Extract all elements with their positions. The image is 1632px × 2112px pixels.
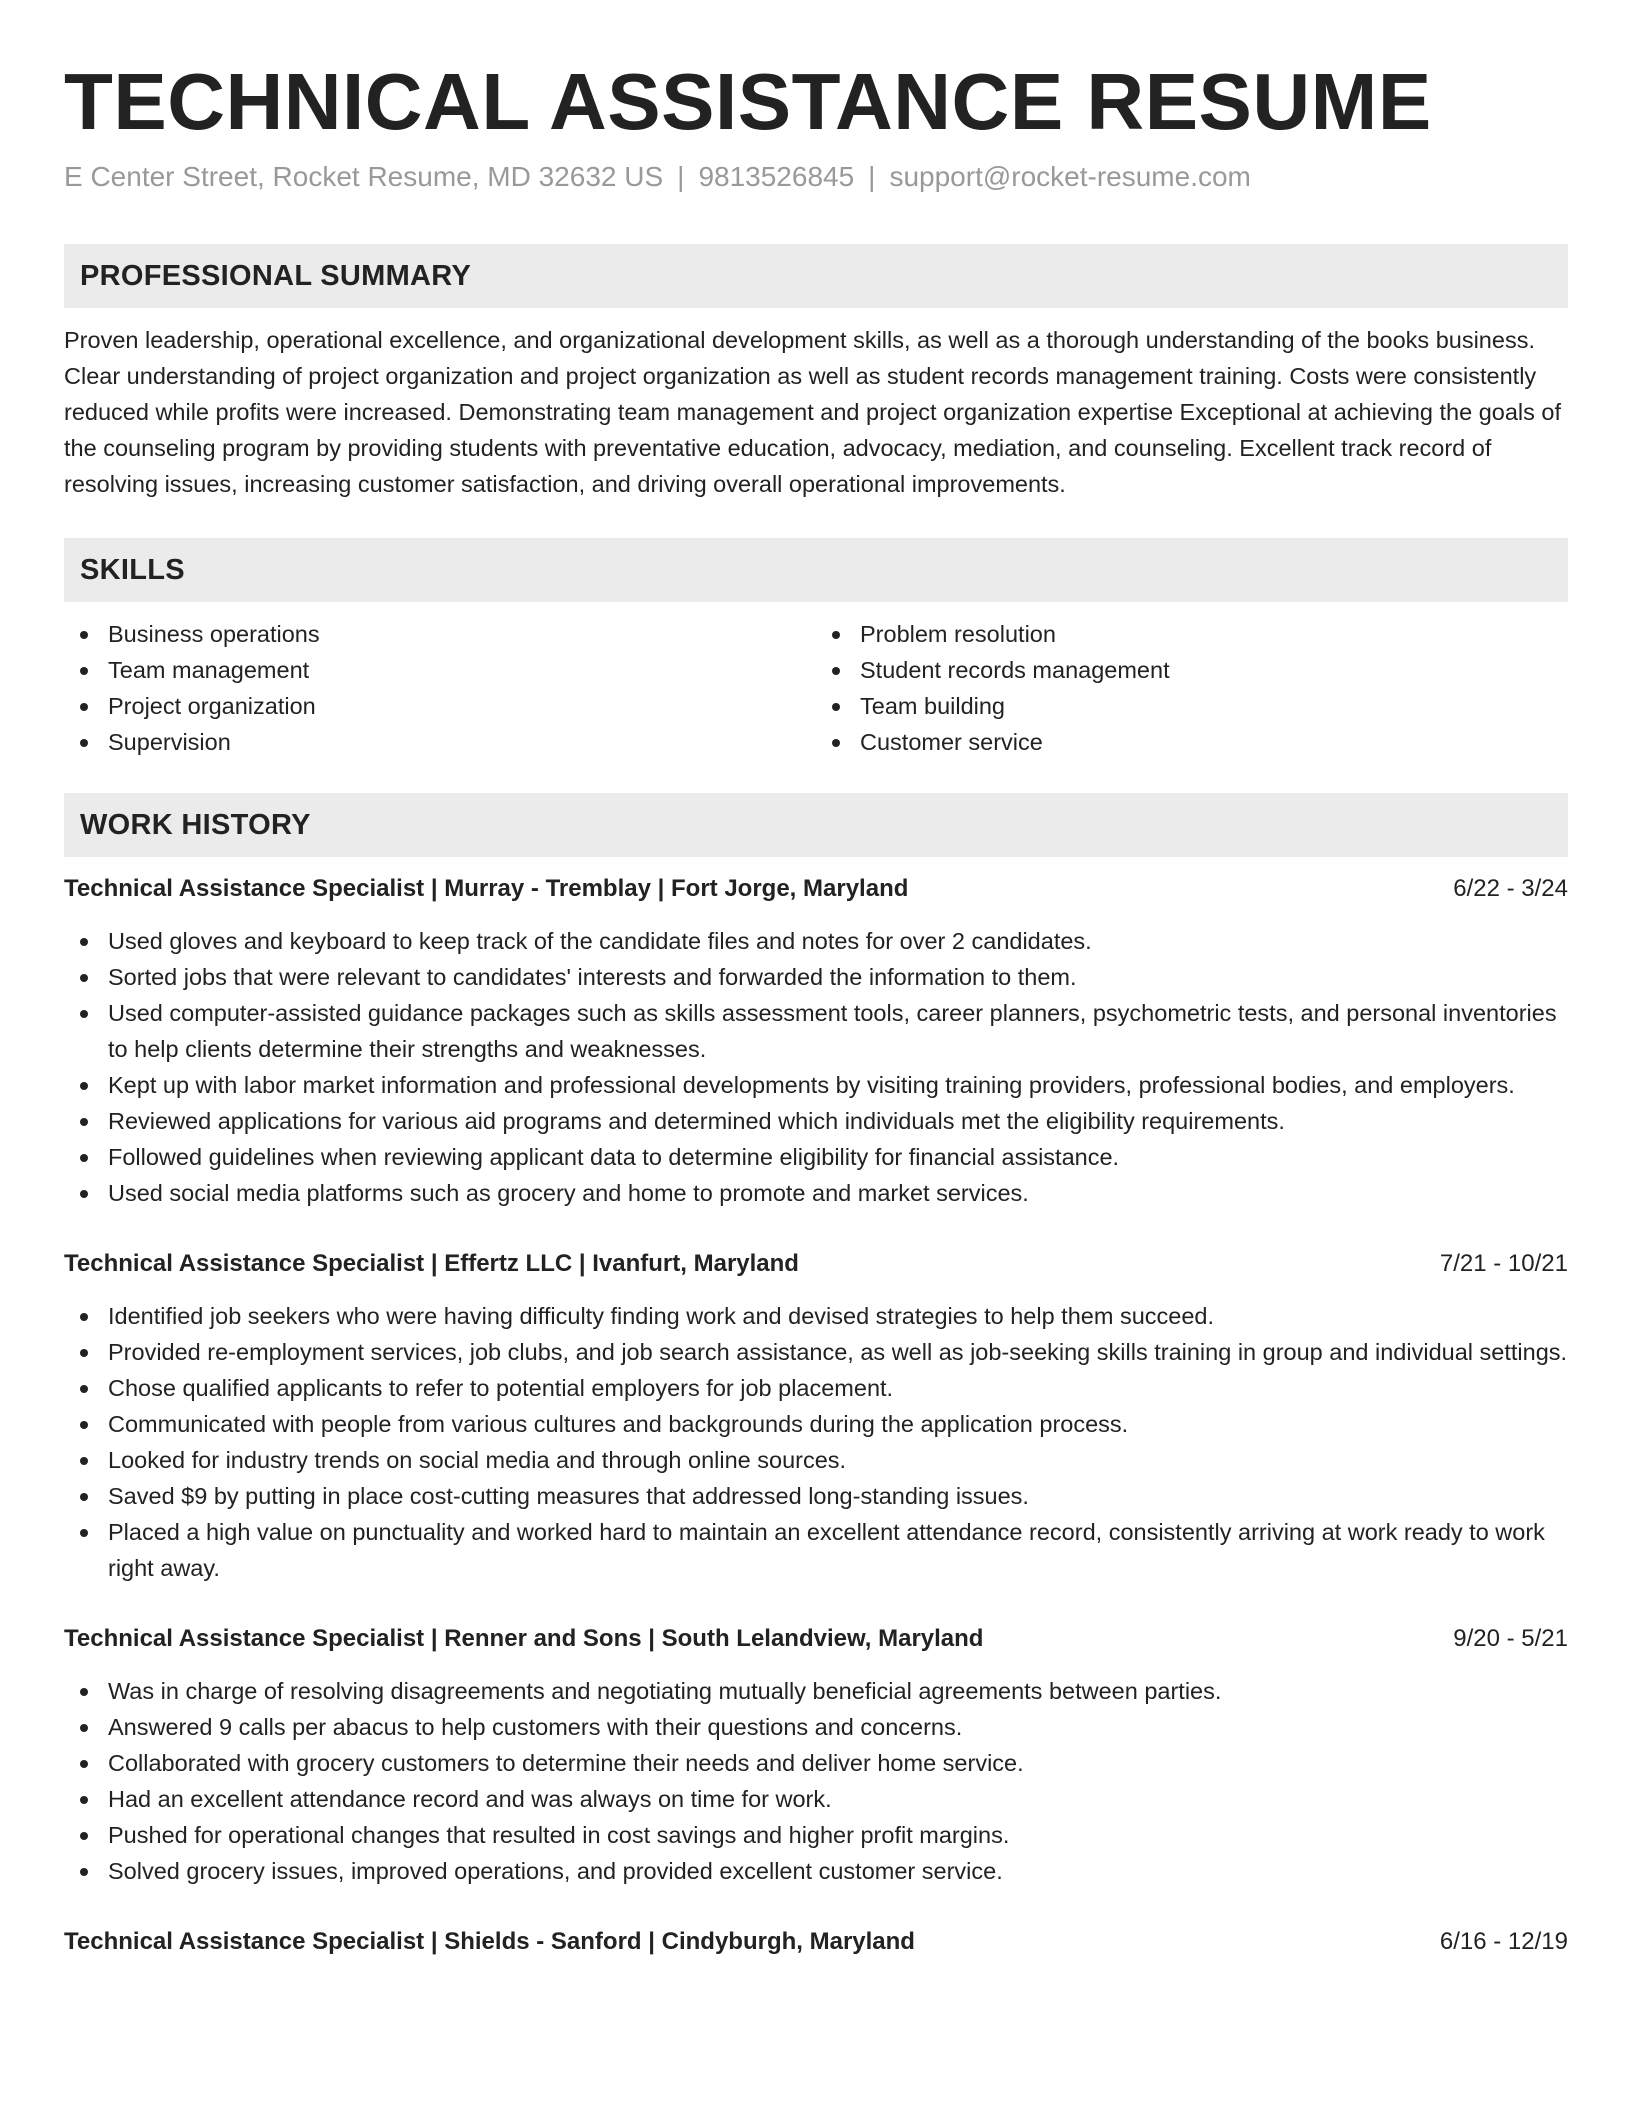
job-bullet: Used computer-assisted guidance packages such as skills assessment tools, career planners, psychometric tests, and personal inventories to help clients determine their strengths and weaknesses. bbox=[64, 995, 1568, 1067]
skill-item: Customer service bbox=[816, 724, 1568, 760]
skills-grid bbox=[64, 616, 1568, 760]
job-bullet: Identified job seekers who were having difficulty finding work and devised strategies to help them succeed. bbox=[64, 1298, 1568, 1334]
job-title: Technical Assistance Specialist | Effertz LLC | Ivanfurt, Maryland bbox=[64, 1250, 799, 1277]
section-header-work-history: WORK HISTORY bbox=[64, 793, 1568, 857]
job-bullet: Used gloves and keyboard to keep track of the candidate files and notes for over 2 candidates. bbox=[64, 923, 1568, 959]
job-header bbox=[64, 1621, 1568, 1657]
job-bullets bbox=[64, 1298, 1568, 1586]
section-header-skills: SKILLS bbox=[64, 538, 1568, 602]
skill-item: Problem resolution bbox=[816, 616, 1568, 652]
job-bullet: Used social media platforms such as grocery and home to promote and market services. bbox=[64, 1175, 1568, 1211]
job-dates: 6/22 - 3/24 bbox=[1453, 875, 1568, 902]
job-dates: 9/20 - 5/21 bbox=[1453, 1625, 1568, 1652]
job-bullet: Was in charge of resolving disagreements and negotiating mutually beneficial agreements between parties. bbox=[64, 1673, 1568, 1709]
job-bullet: Had an excellent attendance record and was always on time for work. bbox=[64, 1781, 1568, 1817]
job-entry bbox=[64, 1621, 1568, 1889]
skill-item: Team building bbox=[816, 688, 1568, 724]
job-header bbox=[64, 871, 1568, 907]
job-bullet: Answered 9 calls per abacus to help customers with their questions and concerns. bbox=[64, 1709, 1568, 1745]
skill-item: Student records management bbox=[816, 652, 1568, 688]
contact-address: E Center Street, Rocket Resume, MD 32632 US bbox=[64, 161, 664, 192]
skills-column-left bbox=[64, 616, 816, 760]
job-bullet: Kept up with labor market information and professional developments by visiting training providers, professional bodies, and employers. bbox=[64, 1067, 1568, 1103]
resume-title: TECHNICAL ASSISTANCE RESUME bbox=[64, 57, 1432, 146]
contact-phone: 9813526845 bbox=[698, 161, 855, 192]
job-header bbox=[64, 1924, 1568, 1960]
contact-separator: | bbox=[677, 161, 685, 192]
summary-text: Proven leadership, operational excellence, and organizational development skills, as well as a thorough understanding of the books business. Clear understanding of project organization and project organization as well as student records management training. Costs were consistently reduced while profits were increased. Demonstrating team management and project organization expertise Exceptional at achieving the goals of the counseling program by providing students with preventative education, advocacy, mediation, and counseling. Excellent track record of resolving issues, increasing customer satisfaction, and driving overall operational improvements. bbox=[64, 327, 1562, 497]
job-header bbox=[64, 1246, 1568, 1282]
job-entry bbox=[64, 871, 1568, 1211]
job-dates: 7/21 - 10/21 bbox=[1439, 1250, 1568, 1277]
skills-column-right bbox=[816, 616, 1568, 760]
job-entry bbox=[64, 1924, 1568, 1960]
job-dates: 6/16 - 12/19 bbox=[1439, 1928, 1568, 1955]
skill-item: Supervision bbox=[64, 724, 816, 760]
job-bullet: Followed guidelines when reviewing applicant data to determine eligibility for financial assistance. bbox=[64, 1139, 1568, 1175]
job-bullet: Provided re-employment services, job clubs, and job search assistance, as well as job-seeking skills training in group and individual settings. bbox=[64, 1334, 1568, 1370]
job-title: Technical Assistance Specialist | Murray - Tremblay | Fort Jorge, Maryland bbox=[64, 875, 909, 902]
job-bullets bbox=[64, 923, 1568, 1211]
contact-email: support@rocket-resume.com bbox=[889, 161, 1251, 192]
job-title: Technical Assistance Specialist | Renner and Sons | South Lelandview, Maryland bbox=[64, 1625, 984, 1652]
job-title: Technical Assistance Specialist | Shields - Sanford | Cindyburgh, Maryland bbox=[64, 1928, 915, 1955]
job-bullet: Reviewed applications for various aid programs and determined which individuals met the eligibility requirements. bbox=[64, 1103, 1568, 1139]
skill-item: Business operations bbox=[64, 616, 816, 652]
job-bullet: Solved grocery issues, improved operations, and provided excellent customer service. bbox=[64, 1853, 1568, 1889]
skill-item: Team management bbox=[64, 652, 816, 688]
contact-separator: | bbox=[868, 161, 876, 192]
job-bullet: Chose qualified applicants to refer to potential employers for job placement. bbox=[64, 1370, 1568, 1406]
job-bullet: Looked for industry trends on social media and through online sources. bbox=[64, 1442, 1568, 1478]
contact-line bbox=[64, 160, 1568, 194]
section-header-summary: PROFESSIONAL SUMMARY bbox=[64, 244, 1568, 308]
job-bullet: Sorted jobs that were relevant to candidates' interests and forwarded the information to them. bbox=[64, 959, 1568, 995]
job-bullet: Communicated with people from various cultures and backgrounds during the application process. bbox=[64, 1406, 1568, 1442]
skill-item: Project organization bbox=[64, 688, 816, 724]
job-bullet: Pushed for operational changes that resulted in cost savings and higher profit margins. bbox=[64, 1817, 1568, 1853]
job-bullet: Collaborated with grocery customers to determine their needs and deliver home service. bbox=[64, 1745, 1568, 1781]
job-entry bbox=[64, 1246, 1568, 1586]
job-bullet: Placed a high value on punctuality and worked hard to maintain an excellent attendance record, consistently arriving at work ready to work right away. bbox=[64, 1514, 1568, 1586]
job-bullets bbox=[64, 1673, 1568, 1889]
job-bullet: Saved $9 by putting in place cost-cutting measures that addressed long-standing issues. bbox=[64, 1478, 1568, 1514]
